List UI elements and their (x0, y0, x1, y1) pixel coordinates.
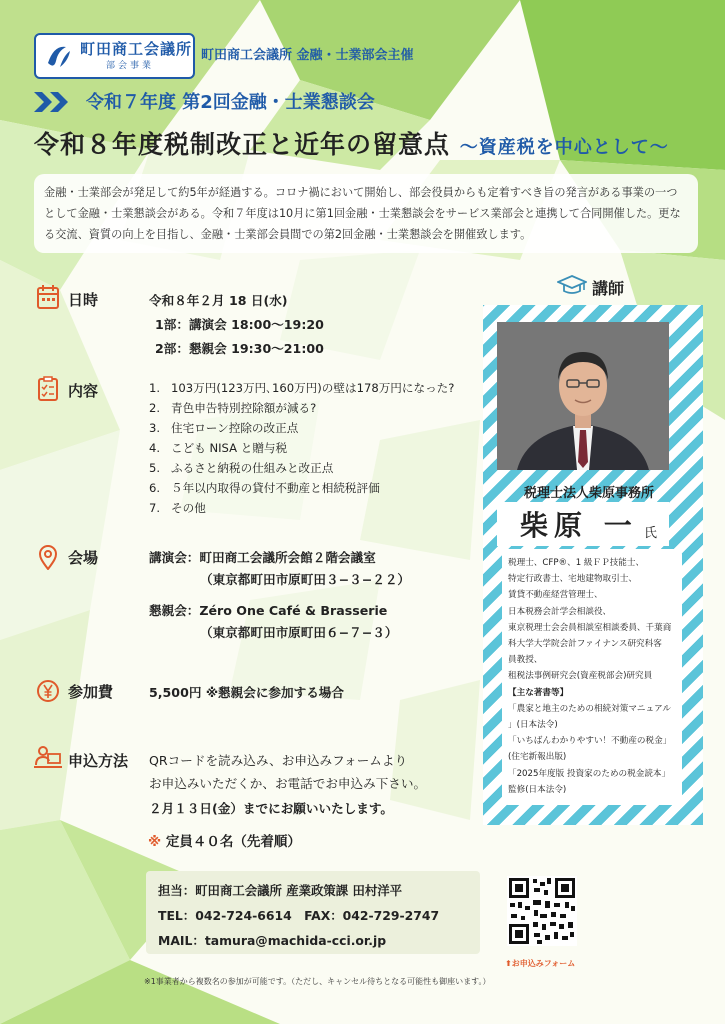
title-main: 令和８年度税制改正と近年の留意点 (34, 130, 451, 159)
list-item: 5. ふるさと納税の仕組みと改正点 (149, 461, 334, 475)
venue-label: 会場 (68, 549, 99, 567)
lecturer-bio (502, 549, 682, 805)
lecturer-name: 柴原 一 (520, 509, 638, 542)
logo-mark-icon (44, 41, 72, 71)
contact-box (146, 871, 480, 954)
works-line: (住宅新報出版) (508, 752, 567, 763)
bio-line: 員教授、 (508, 655, 543, 666)
qr-code[interactable] (507, 876, 577, 946)
venue-party-address: （東京都町田市原町田６−７−３） (200, 625, 398, 640)
contents-list (149, 380, 454, 520)
footnote: ※1事業者から複数名の参加が可能です。（ただし、キャンセル待ちとなる可能性も御座います。） (144, 977, 491, 986)
qr-caption: ⬆お申込みフォーム (505, 959, 576, 968)
lecturer-honorific: 氏 (644, 526, 658, 541)
bio-line: 東京税理士会会員相談室相談委員、千葉商 (508, 622, 672, 633)
capacity-text: 定員４０名（先着順） (165, 834, 301, 850)
venue-lecture-address: （東京都町田市原町田３−３−２２） (200, 572, 411, 587)
works-line: 監修(日本法令) (508, 784, 567, 795)
apply-line1: QRコードを読み込み、お申込みフォームより (149, 753, 408, 768)
lecturer-photo (497, 322, 669, 470)
list-item: 3. 住宅ローン控除の改正点 (149, 421, 299, 435)
bio-line: 税理士、CFP®、1 級ＦＰ技能士、 (508, 558, 645, 568)
works-line: 「2025年度版 投資家のための税金読本」 (508, 768, 671, 779)
location-pin-icon (36, 544, 60, 570)
works-line: 「いちばんわかりやすい！不動産の税金」 (508, 736, 672, 747)
contents-label: 内容 (68, 382, 99, 400)
lecturer-heading: 講師 (592, 279, 625, 298)
list-item: 2. 青色申告特別控除額が減る? (149, 401, 317, 415)
schedule-part1: 1部：講演会 18:00～19:20 (155, 317, 324, 332)
yen-coin-icon (36, 678, 60, 704)
list-item: 7. その他 (149, 501, 206, 515)
title-sub: ～資産税を中心として～ (459, 137, 669, 158)
event-name: 令和７年度 第2回金融・士業懇談会 (86, 92, 375, 113)
org-sub: 部会事業 (106, 61, 155, 71)
works-line: 」(日本法令) (508, 720, 558, 731)
capacity-note (148, 830, 301, 850)
bio-line: 特定行政書士、宅地建物取引士、 (508, 574, 637, 585)
apply-line2: お申込みいただくか、お電話でお申込み下さい。 (149, 776, 427, 791)
bio-line: 科大学大学院会計ファイナンス研究科客 (508, 639, 662, 650)
org-logo (34, 33, 195, 79)
sponsor-text: 町田商工会議所 金融・士業部会主催 (201, 48, 414, 63)
contact-email[interactable]: MAIL：tamura@machida-cci.or.jp (158, 933, 387, 948)
lecturer-firm: 税理士法人柴原事務所 (523, 486, 654, 501)
venue-lecture: 講演会：町田商工会議所会館２階会議室 (149, 550, 376, 565)
bio-line: 租税法事例研究会(資産税部会)研究員 (508, 671, 653, 682)
double-chevron-icon (34, 92, 78, 112)
apply-label: 申込方法 (68, 752, 129, 770)
works-line: 「農家と地主のための相続対策マニュアル (508, 703, 671, 714)
intro-paragraph: 金融・士業部会が発足して約5年が経過する。コロナ禍において開始し、部会役員からも定着すべき旨の発言がある事業の一つとして金融・士業懇談会がある。令和７年度は10月に第1回金融・士業懇談会をサービス業部会と連携して合同開催した。更なる交流、資質の向上を目指し、金融・士業部会員間での第2回金融・士業懇談会を開催致します。 (34, 174, 698, 253)
contact-phone[interactable]: TEL：042-724-6614 FAX：042-729-2747 (158, 908, 440, 923)
contact-person: 担当：町田商工会議所 産業政策課 田村洋平 (158, 883, 403, 898)
graduation-cap-icon (557, 274, 587, 296)
org-name: 町田商工会議所 (80, 40, 193, 58)
checklist-icon (36, 376, 60, 402)
venue-party: 懇親会：Zéro One Café & Brasserie (149, 603, 388, 618)
capacity-mark: ※ (148, 834, 162, 850)
schedule-label: 日時 (68, 291, 99, 309)
works-heading: 【主な著書等】 (508, 687, 569, 698)
calendar-icon (36, 284, 60, 310)
bio-line: 日本税務会計学会相談役、 (508, 606, 612, 617)
page-title (34, 125, 669, 161)
person-at-desk-icon (34, 745, 62, 771)
list-item: 1. 103万円(123万円､160万円)の壁は178万円になった? (149, 381, 455, 395)
schedule-part2: 2部：懇親会 19:30～21:00 (155, 341, 324, 356)
list-item: 6. ５年以内取得の貸付不動産と相続税評価 (149, 481, 380, 495)
schedule-date: 令和８年２月 18 日(水) (149, 293, 288, 308)
list-item: 4. こども NISA と贈与税 (149, 441, 288, 455)
apply-deadline: ２月１３日(金）までにお願いいたします。 (149, 801, 394, 816)
bio-line: 賃貸不動産経営管理士、 (508, 590, 603, 601)
fee-label: 参加費 (68, 683, 114, 701)
fee-value: 5,500円 ※懇親会に参加する場合 (149, 685, 344, 700)
